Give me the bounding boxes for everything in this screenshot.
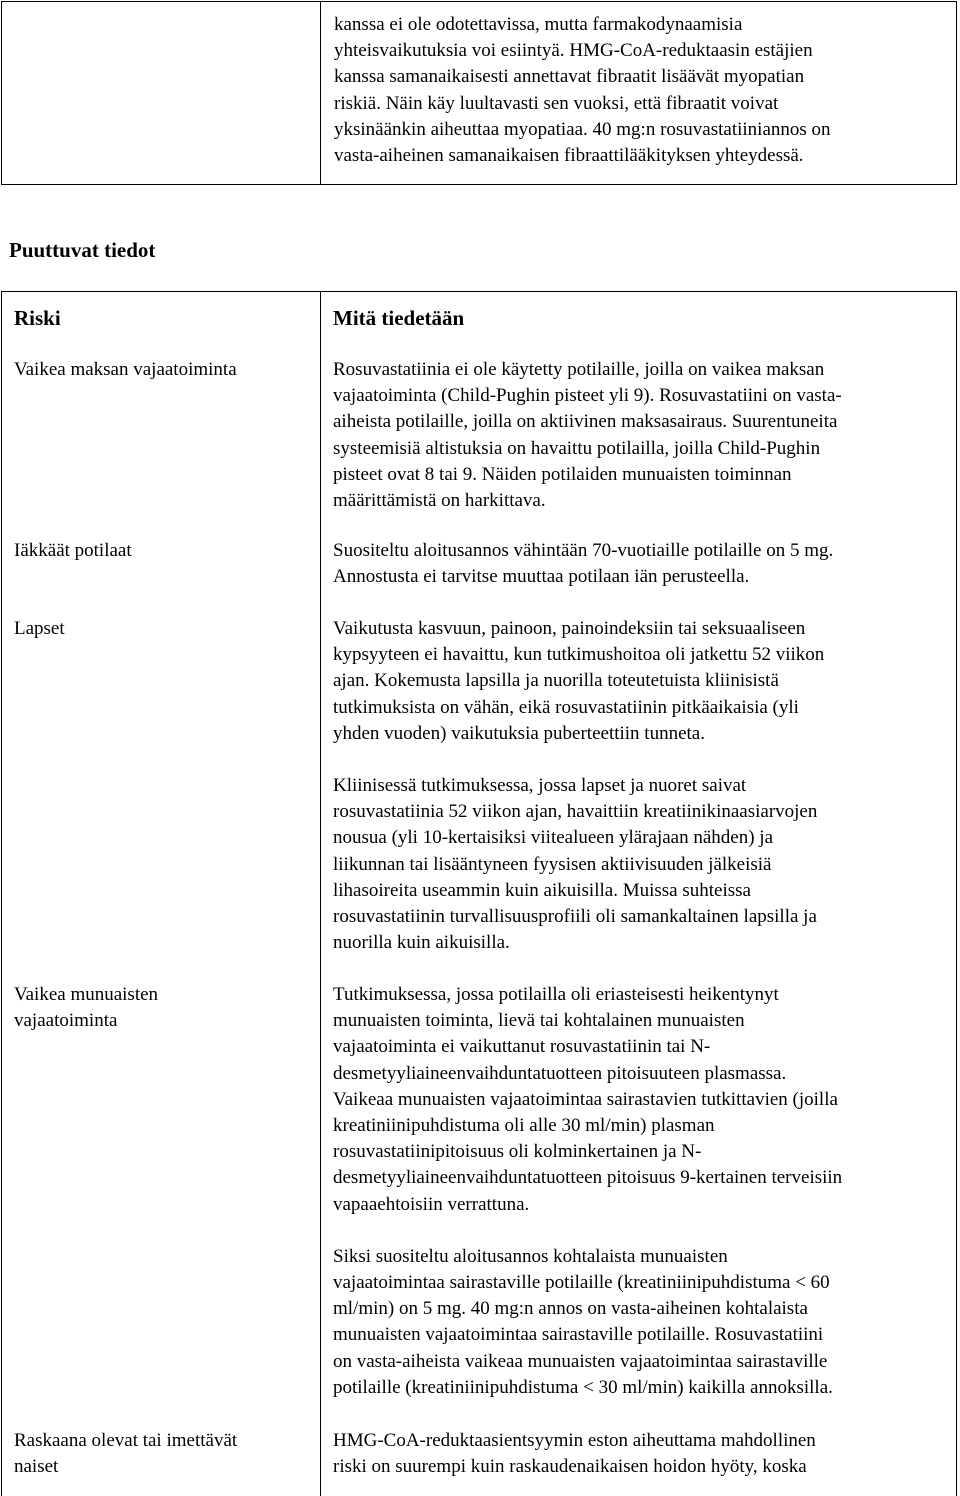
column-divider [320,292,321,1496]
text-line: tutkimuksista on vähän, eikä rosuvastatiinin pitkäaikaisia (yli [333,696,799,718]
text-line: Tutkimuksessa, jossa potilailla oli eriasteisesti heikentynyt [333,984,779,1005]
column-header-risk: Riski [14,306,61,330]
paragraph [333,538,945,590]
text-line: Annostusta ei tarvitse muuttaa potilaan iän perusteella. [333,566,750,588]
text-line: nousua (yli 10-kertaisiksi viitealueen ylärajaan nähden) ja [333,827,774,849]
risk-label [14,616,314,642]
text-line: Rosuvastatiinia ei ole käytetty potilaille, joilla on vaikea maksan [333,359,825,380]
text-line: naiset [14,1456,59,1478]
section-heading: Puuttuvat tiedot [9,238,156,262]
text-line: liikunnan tai lisääntyneen fyysisen aktiivisuuden jälkeisiä [333,853,772,875]
text-line: vajaatoimintaa sairastaville potilaille (kreatiniinipuhdistuma < 60 [333,1272,830,1294]
text-line: kanssa samanaikaisesti annettavat fibraatit lisäävät myopatian [334,66,805,88]
text-line: potilaille (kreatiniinipuhdistuma < 30 ml/min) kaikilla annoksilla. [333,1376,833,1398]
text-line: systeemisiä altistuksia on havaittu potilailla, joilla Child-Pughin [333,437,821,459]
text-line: lihasoireita useammin kuin aikuisilla. Muissa suhteissa [333,879,751,901]
text-line: rosuvastatiinin turvallisuusprofiili oli samankaltainen lapsilla ja [333,906,817,928]
text-line: vajaatoiminta [14,1010,118,1032]
text-line: HMG-CoA-reduktaasientsyymin eston aiheuttama mahdollinen [333,1430,816,1451]
column-header-known: Mitä tiedetään [333,306,465,330]
risk-label [14,538,314,564]
table-cell-text [334,12,944,169]
text-line: Suositeltu aloitusannos vähintään 70-vuotiaille potilaille on 5 mg. [333,540,834,561]
text-line: Kliinisessä tutkimuksessa, jossa lapset ja nuoret saivat [333,775,747,797]
text-line: vasta-aiheinen samanaikaisen fibraattilääkityksen yhteydessä. [334,145,804,167]
text-line: vajaatoiminta (Child-Pughin pisteet yli 9). Rosuvastatiini on vasta- [333,385,842,407]
text-line: yhteisvaikutuksia voi esiintyä. HMG-CoA-reduktaasin estäjien [334,40,813,62]
paragraph [333,1428,945,1480]
paragraph [334,12,944,169]
text-line: Lapset [14,618,65,639]
text-line: Vaikutusta kasvuun, painoon, painoindeksiin tai seksuaaliseen [333,618,806,639]
text-line: riskiä. Näin käy luultavasti sen vuoksi, että fibraatit voivat [334,92,779,114]
text-line: yksinäänkin aiheuttaa myopatiaa. 40 mg:n rosuvastatiiniannos on [334,118,831,140]
text-line: desmetyyliaineenvaihduntatuotteen pitoisuuteen plasmassa. [333,1062,787,1084]
text-line: Siksi suositeltu aloitusannos kohtalaista munuaisten [333,1245,728,1267]
paragraph [333,1244,945,1401]
text-line: kypsyyteen ei havaittu, kun tutkimushoitoa oli jatkettu 52 viikon [333,644,825,666]
missing-info-table [1,291,957,1496]
paragraph [333,773,945,956]
interaction-table-fragment [1,1,957,185]
text-line: Raskaana olevat tai imettävät [14,1430,238,1451]
text-line: kanssa ei ole odotettavissa, mutta farmakodynaamisia [334,14,743,35]
text-line: Vaikea maksan vajaatoiminta [14,359,237,380]
table-cell-empty [2,2,320,184]
text-line: yhden vuoden) vaikutuksia puberteettiin tunneta. [333,722,705,744]
column-divider [320,2,321,184]
text-line: rosuvastatiinia 52 viikon ajan, havaittiin kreatiinikinaasiarvojen [333,801,818,823]
text-line: rosuvastatiinipitoisuus oli kolminkertainen ja N- [333,1141,702,1163]
text-line: riski on suurempi kuin raskaudenaikaisen hoidon hyöty, koska [333,1456,807,1478]
text-line: pisteet ovat 8 tai 9. Näiden potilaiden munuaisten toiminnan [333,463,792,485]
text-line: munuaisten vajaatoimintaa sairastaville potilaille. Rosuvastatiini [333,1324,824,1346]
text-line: on vasta-aiheista vaikeaa munuaisten vajaatoimintaa sairastaville [333,1350,828,1372]
text-line: Vaikea munuaisten [14,984,159,1005]
text-line: vajaatoiminta ei vaikuttanut rosuvastatiinin tai N- [333,1036,711,1058]
text-line: määrittämistä on harkittava. [333,490,546,512]
text-line: ajan. Kokemusta lapsilla ja nuorilla toteutetuista kliinisistä [333,670,779,692]
text-line: Vaikeaa munuaisten vajaatoimintaa sairastavien tutkittavien (joilla [333,1088,838,1110]
text-line: munuaisten toiminta, lievä tai kohtalainen munuaisten [333,1010,745,1032]
paragraph [333,982,945,1218]
text-line: desmetyyliaineenvaihduntatuotteen pitoisuus 9-kertainen terveisiin [333,1167,843,1189]
text-line: kreatiniinipuhdistuma oli alle 30 ml/min) plasman [333,1115,715,1137]
text-line: Iäkkäät potilaat [14,540,132,561]
text-line: nuorilla kuin aikuisilla. [333,932,510,954]
text-line: ml/min) on 5 mg. 40 mg:n annos on vasta-aiheinen kohtalaista [333,1298,808,1320]
paragraph [333,357,945,514]
paragraph [333,616,945,747]
risk-label [14,357,314,383]
risk-label [14,1428,314,1480]
risk-label [14,982,314,1034]
text-line: aiheista potilaille, joilla on aktiivinen maksasairaus. Suurentuneita [333,411,838,433]
text-line: vapaaehtoisiin verrattuna. [333,1193,530,1215]
